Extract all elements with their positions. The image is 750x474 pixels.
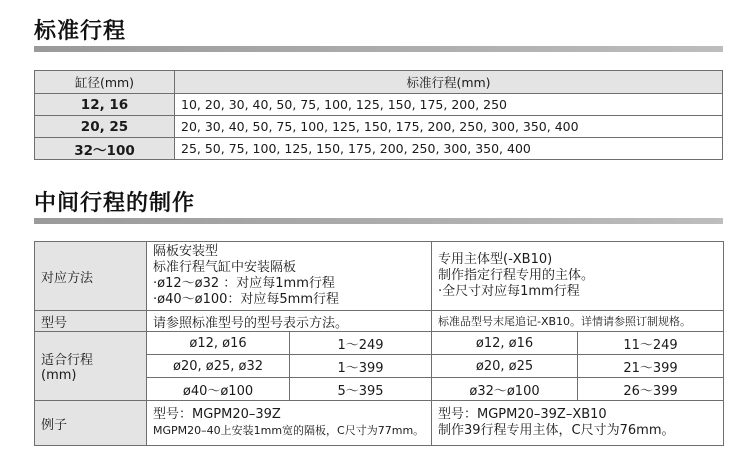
spacer-example-cell: 型号：MGPM20–39Z MGPM20–40上安装1mm宽的隔板，C尺寸为77mm。 [147, 401, 432, 446]
table-row [35, 138, 723, 160]
bore-cell: ø20, ø25 [432, 355, 578, 378]
range-cell: 11～249 [578, 332, 724, 355]
section-title-intermediate-stroke: 中间行程的制作 [34, 191, 196, 216]
section-title-standard-stroke: 标准行程 [34, 19, 127, 44]
section-divider [34, 46, 723, 52]
spacer-method-cell: 隔板安装型 标准行程气缸中安装隔板 ·ø12～ø32 ：对应每1mm行程 ·ø40～ø100：对应每5mm行程 [147, 242, 432, 311]
row-label: 对应方法 [35, 242, 147, 311]
bore-cell: 32～100 [35, 138, 175, 160]
example-row [35, 401, 724, 446]
spacer-model-cell: 请参照标准型号的型号表示方法。 [147, 311, 432, 332]
range-cell: 21～399 [578, 355, 724, 378]
section-divider [34, 218, 723, 224]
range-cell: 1～249 [290, 332, 432, 355]
stroke-cell: 25, 50, 75, 100, 125, 150, 175, 200, 250, 300, 350, 400 [175, 138, 723, 160]
range-cell: 1～399 [290, 355, 432, 378]
intermediate-stroke-table [34, 241, 724, 446]
table-row [35, 94, 723, 116]
table-row [35, 116, 723, 138]
stroke-range-row [35, 332, 724, 355]
bore-cell: 12, 16 [35, 94, 175, 116]
standard-stroke-table [34, 70, 723, 160]
header-bore: 缸径(mm) [35, 71, 175, 94]
model-row [35, 311, 724, 332]
bore-cell: ø40～ø100 [147, 378, 290, 401]
stroke-cell: 20, 30, 40, 50, 75, 100, 125, 150, 175, 200, 250, 300, 350, 400 [175, 116, 723, 138]
body-model-cell: 标准品型号末尾追记-XB10。详情请参照订制规格。 [432, 311, 724, 332]
table-header-row [35, 71, 723, 94]
body-example-cell: 型号：MGPM20–39Z–XB10 制作39行程专用主体，C尺寸为76mm。 [432, 401, 724, 446]
row-label: 例子 [35, 401, 147, 446]
stroke-cell: 10, 20, 30, 40, 50, 75, 100, 125, 150, 175, 200, 250 [175, 94, 723, 116]
range-cell: 26～399 [578, 378, 724, 401]
bore-cell: ø32～ø100 [432, 378, 578, 401]
bore-cell: ø12, ø16 [432, 332, 578, 355]
header-stroke: 标准行程(mm) [175, 71, 723, 94]
body-method-cell: 专用主体型(-XB10) 制作指定行程专用的主体。 ·全尺寸对应每1mm行程 [432, 242, 724, 311]
bore-cell: ø20, ø25, ø32 [147, 355, 290, 378]
bore-cell: 20, 25 [35, 116, 175, 138]
row-label-stroke-range: 适合行程 (mm) [35, 332, 147, 401]
method-row [35, 242, 724, 311]
bore-cell: ø12, ø16 [147, 332, 290, 355]
row-label: 型号 [35, 311, 147, 332]
range-cell: 5～395 [290, 378, 432, 401]
